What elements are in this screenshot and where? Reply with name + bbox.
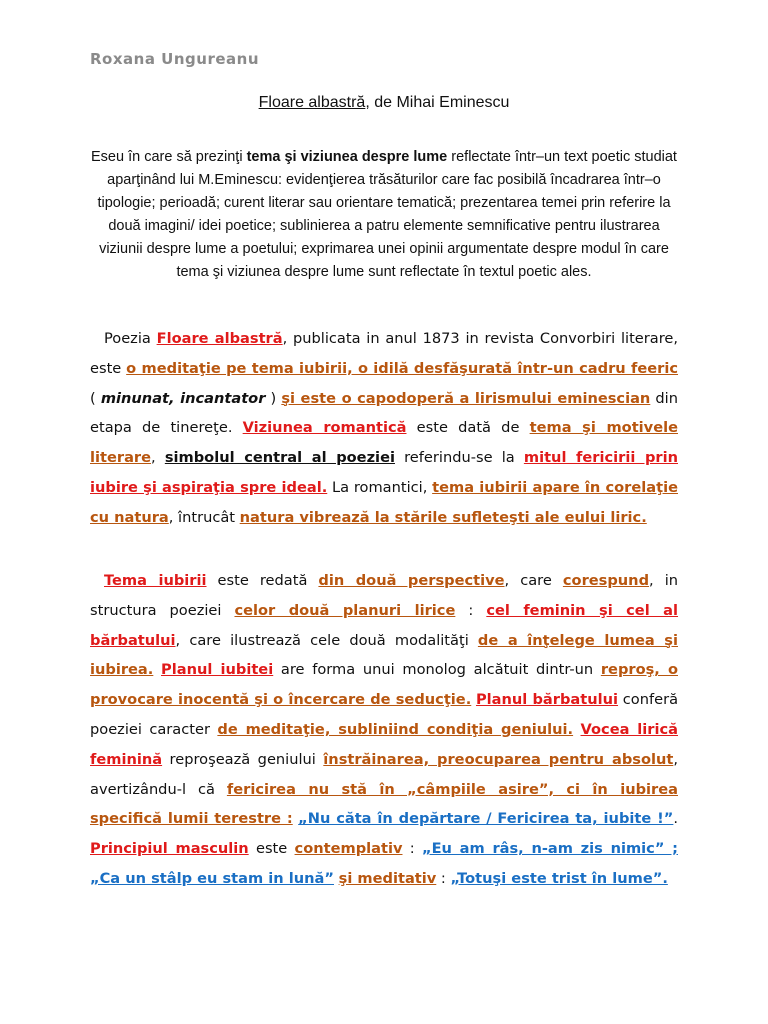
p1-segment: La romantici, [327,478,433,496]
p2-segment: reproşează geniului [162,750,324,768]
p2-segment [153,661,161,678]
prompt-part-1: Eseu în care să prezinţi [91,149,247,165]
p1-segment: , întrucât [168,508,240,526]
p2-segment: Principiul masculin [90,840,249,858]
p1-segment: ( [90,389,101,407]
p2-segment: din două perspective [318,572,505,589]
title-work: Floare albastră [258,94,366,111]
p2-segment [573,721,580,738]
p2-segment: „Nu căta în depărtare / Fericirea ta, iubite !” [298,810,674,828]
p1-segment: , publicata in anul 1873 in revista Convorbiri literare, este [90,330,679,377]
p1-segment: , [151,449,165,467]
paragraph-2-text [90,566,678,894]
title-rest: , de Mihai Eminescu [365,94,510,111]
p2-segment: este [248,840,295,858]
p2-segment: reproş, o provocare inocentă şi o încercare de seducţie. [90,661,678,709]
p2-segment: , avertizându-l că [90,750,678,798]
p1-segment: ) [265,389,282,407]
essay-title [0,94,768,112]
p1-segment: şi este o capodoperă a lirismului eminescian [281,389,651,407]
p2-segment: cel feminin şi cel al bărbatului [90,601,679,649]
p2-segment: : [455,601,487,619]
essay-prompt [90,146,678,285]
p2-segment: corespund [562,572,650,589]
paragraph-1-text [90,324,678,533]
p2-segment: celor două planuri lirice [234,601,456,619]
p1-segment: referindu-se la [394,449,524,467]
p1-segment: o meditaţie pe tema iubirii, o idilă desfăşurată într-un cadru feeric [126,359,679,377]
p2-segment: are forma unui monolog alcătuit dintr-un [273,661,601,679]
p2-segment: de meditaţie, subliniind condiţia geniului. [217,720,574,738]
paragraph-2 [90,566,678,894]
p1-segment: Floare albastră [156,330,283,347]
p2-segment: este redată [206,572,319,589]
p2-segment: , in structura poeziei [90,572,679,619]
p2-segment: . [673,810,679,828]
p2-segment: şi meditativ [338,869,437,887]
p2-segment: Vocea lirică feminină [90,720,678,768]
author-name: Roxana Ungureanu [90,50,260,68]
p1-segment: din etapa de tinereţe. [90,389,678,437]
p1-segment: Poezia [104,330,157,347]
p2-segment: Tema iubirii [104,572,207,589]
p2-segment: „Eu am râs, n-am zis nimic” ; „Ca un stâlp eu stam in lună” [90,840,678,887]
p1-segment: simbolul central al poeziei [164,449,395,467]
paragraph-1 [90,324,678,533]
p2-segment: fericirea nu stă în „câmpiile asire”, ci în iubirea specifică lumii terestre : [90,780,678,828]
prompt-emphasis: tema şi viziunea despre lume [246,149,448,165]
p2-segment: înstrăinarea, preocuparea pentru absolut [323,750,674,768]
p1-segment: mitul fericirii prin iubire şi aspiraţia spre ideal. [90,449,678,496]
p2-segment: , care ilustrează cele două modalităţi [175,631,478,649]
p2-segment: , care [504,572,563,589]
p1-segment: natura vibrează la stările sufleteşti ale eului liric. [239,508,647,526]
p2-segment: Planul bărbatului [475,691,619,709]
p2-segment: : [402,840,422,858]
p2-segment: Planul iubitei [161,661,274,679]
p1-segment: tema iubirii apare în corelaţie cu natura [90,478,678,526]
p1-segment: este dată de [406,419,530,437]
p1-segment: Viziunea romantică [242,419,407,437]
p2-segment: contemplativ [294,840,403,858]
prompt-part-3: reflectate într–un text poetic studiat aparţinând lui M.Eminescu: evidenţierea trăsăturilor care fac posibilă încadrarea într–o tipologie; perioadă; curent literar sau orientare tematică; prezentarea temei prin referire la două imagini/ idei poetice; sublinierea a patru elemente semnificative pentru ilustrarea viziunii despre lume a poetului; exprimarea unei opinii argumentate despre modul în care tema şi viziunea despre lume sunt reflectate în textul poetic ales. [97,149,677,281]
p2-segment: „Totuşi este trist în lume”. [450,869,668,887]
p2-segment: conferă poeziei caracter [90,691,679,738]
p1-segment: tema şi motivele literare [90,419,678,467]
p2-segment: de a înţelege lumea şi iubirea. [90,631,678,679]
p2-segment: : [436,869,451,887]
p1-segment: minunat, incantator [100,389,266,407]
